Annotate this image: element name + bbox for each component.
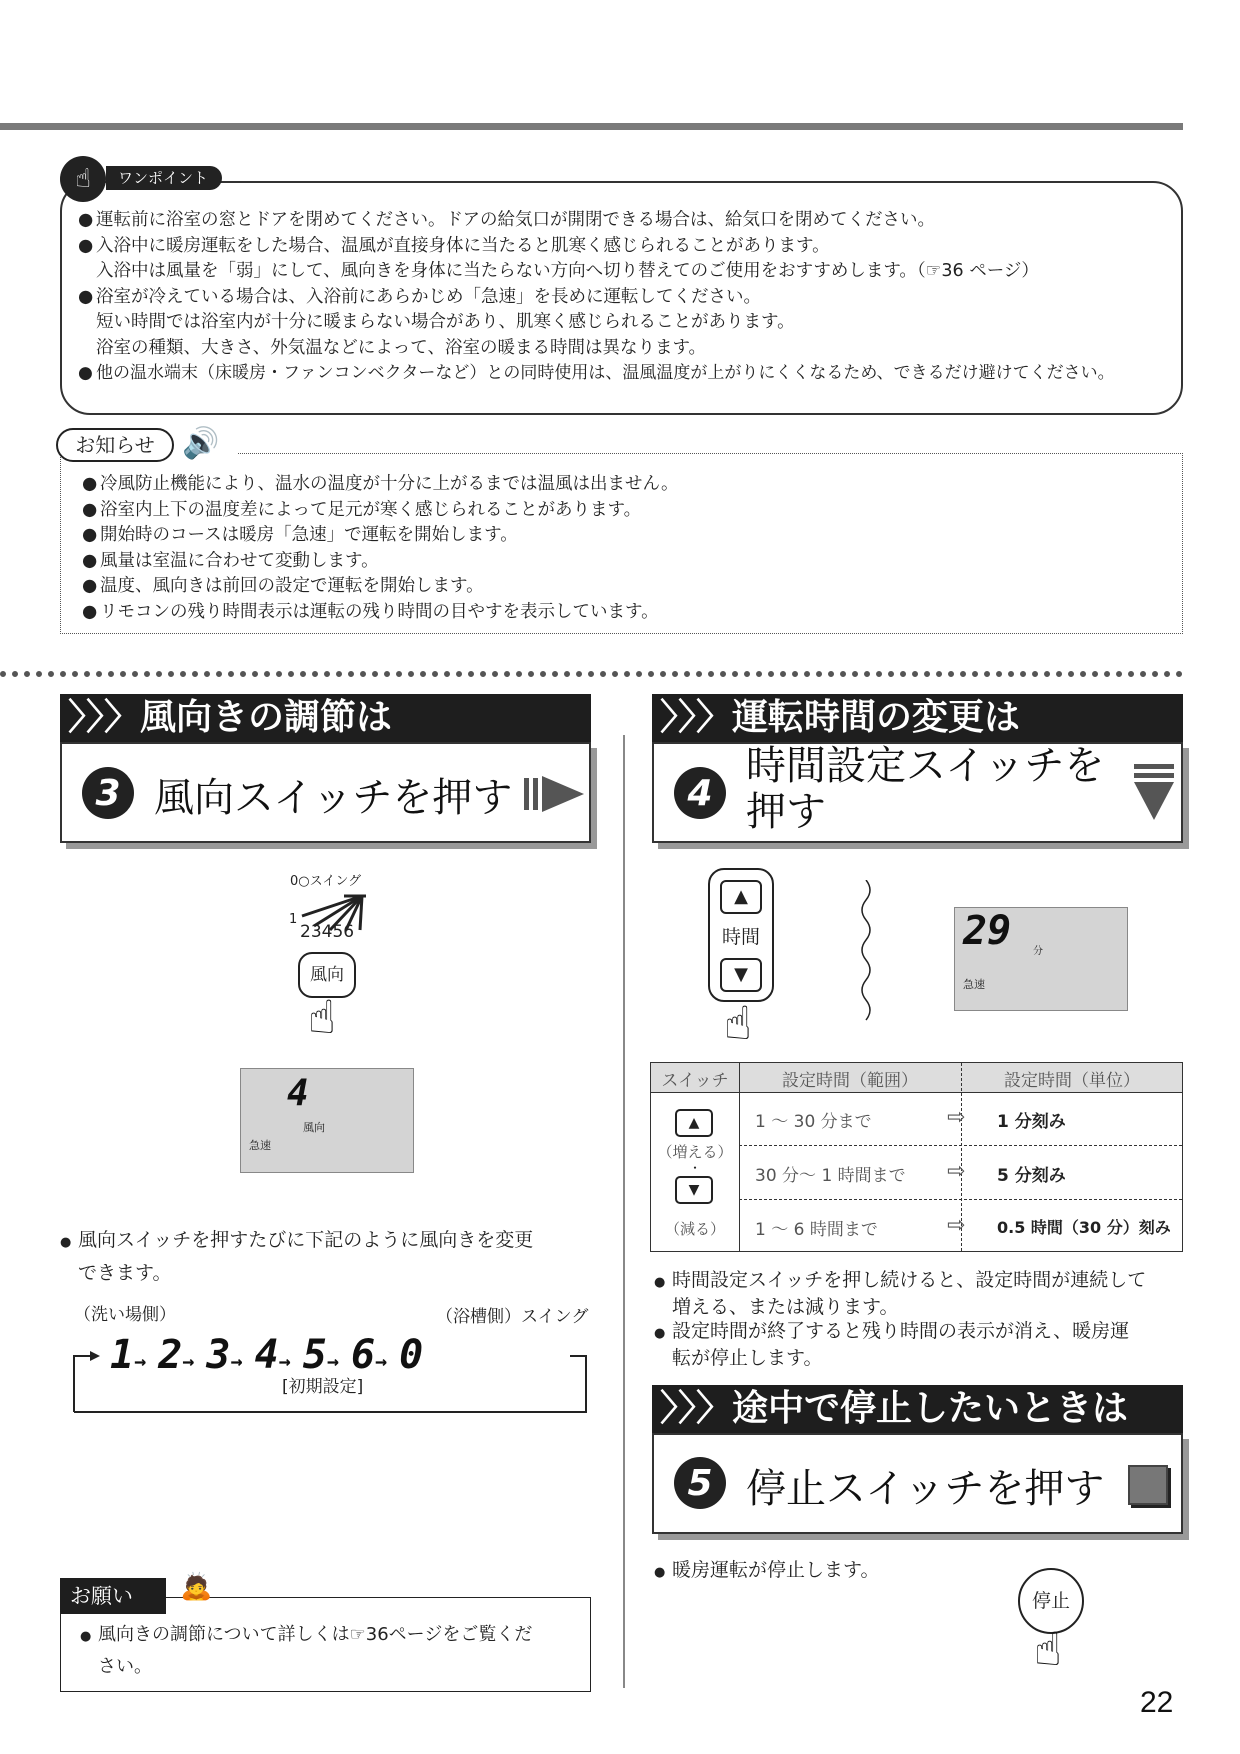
step-text: 風向スイッチを押す: [154, 775, 513, 821]
table-header-cell: 設定時間（単位）: [1004, 1071, 1140, 1091]
arrow-right-icon: →: [375, 1349, 400, 1373]
hand-press-icon: ☝: [308, 990, 337, 1044]
table-cell: 1 ～ 6 時間まで: [755, 1220, 878, 1240]
step-text-line1: 時間設定スイッチを: [746, 743, 1105, 789]
stop-square-icon: [1128, 1465, 1168, 1505]
column-divider: [623, 735, 625, 1688]
angle-label-1: 1: [289, 912, 298, 927]
wash-side-label: （洗い場側）: [74, 1305, 176, 1325]
wind-direction-button[interactable]: 風向: [298, 952, 356, 998]
table-header-cell: 設定時間（範囲）: [782, 1071, 918, 1091]
table-cell: 1 ～ 30 分まで: [755, 1112, 872, 1132]
wind-section-header: 〉〉〉風向きの調節は: [60, 694, 591, 742]
seq-step: 6: [350, 1332, 376, 1378]
timer-lcd-display: [954, 907, 1128, 1011]
list-item: ● 運転前に浴室の窓とドアを閉めてください。ドアの給気口が開閉できる場合は、給気口を閉めてください。: [78, 210, 935, 230]
arrow-right-icon: →: [278, 1349, 303, 1373]
hand-press-icon: ☝: [724, 996, 753, 1050]
notice-label: お知らせ: [56, 428, 174, 462]
stop-button[interactable]: 停止: [1018, 1568, 1084, 1634]
table-col-line: [739, 1063, 740, 1251]
seq-step: 4: [254, 1332, 279, 1378]
table-cell: 1 分刻み: [997, 1112, 1066, 1132]
list-item: ● リモコンの残り時間表示は運転の残り時間の目やすを表示しています。: [82, 601, 659, 622]
down-button-icon: ▼: [675, 1176, 713, 1204]
seq-step: 0: [399, 1332, 424, 1378]
request-label: お願い: [60, 1578, 166, 1614]
stop-step-box: [652, 1433, 1183, 1534]
wavy-break-line: [856, 880, 876, 1030]
arrow-right-icon: ⇨: [947, 1213, 966, 1238]
wind-step-box: [60, 742, 591, 843]
lcd-speed-label: 急速: [249, 1139, 271, 1152]
down-button[interactable]: ▼: [720, 958, 762, 992]
table-header-cell: スイッチ: [661, 1071, 729, 1091]
wind-sequence: [110, 1332, 423, 1378]
lcd-speed-label: 急速: [963, 978, 985, 991]
timer-button-label: 時間: [721, 926, 760, 948]
up-button[interactable]: ▲: [720, 880, 762, 914]
list-item: 入浴中は風量を「弱」にして、風向きを身体に当たらない方向へ切り替えてのご使用をおすすめします。（☞36 ページ）: [96, 261, 1039, 281]
arrow-right-icon: →: [326, 1349, 351, 1373]
step-number: 3: [82, 767, 134, 819]
table-cell: 0.5 時間（30 分）刻み: [997, 1218, 1171, 1237]
list-item: ● 浴室が冷えている場合は、入浴前にあらかじめ「急速」を長めに運転してください。: [78, 286, 761, 307]
list-item: ● 浴室内上下の温度差によって足元が寒く感じられることがあります。: [82, 499, 642, 520]
timer-notes: ● 時間設定スイッチを押し続けると、設定時間が連続して 増える、または減ります。 ● 設定時間が終了すると残り時間の表示が消え、暖房運 転が停止します。: [654, 1269, 1147, 1369]
table-cell: 5 分刻み: [997, 1166, 1066, 1186]
table-cell: 30 分～ 1 時間まで: [755, 1166, 906, 1186]
timer-step-box: [652, 742, 1183, 843]
tub-side-label: （浴槽側）スイング: [436, 1307, 589, 1327]
list-item: 短い時間では浴室内が十分に暖まらない場合があり、肌寒く感じられることがあります。: [96, 312, 795, 332]
onepoint-list: [78, 208, 1178, 387]
arrow-right-icon: ⇨: [947, 1159, 966, 1184]
timer-section-header: 〉〉〉運転時間の変更は: [652, 694, 1183, 742]
seq-step: 2: [158, 1332, 183, 1378]
arrow-right-icon: →: [230, 1349, 255, 1373]
dotted-separator: [0, 671, 1183, 677]
seq-step: 1: [110, 1332, 135, 1378]
notice-list: [82, 472, 1172, 625]
initial-setting-label: [初期設定]: [282, 1377, 364, 1397]
list-item: ● 入浴中に暖房運転をした場合、温風が直接身体に当たると肌寒く感じられることがあります。: [78, 235, 830, 256]
request-top-line: [180, 1597, 591, 1598]
list-item: ● 開始時のコースは暖房「急速」で運転を開始します。: [82, 525, 518, 545]
step-text-line2: 押す: [746, 789, 826, 835]
arrow-right-icon: →: [182, 1349, 207, 1373]
stop-note: ● 暖房運転が停止します。: [654, 1559, 880, 1581]
lcd-digit: 4: [287, 1073, 309, 1114]
pointing-hand-icon: ☝: [60, 156, 106, 202]
next-arrow-icon: [524, 772, 586, 816]
lcd-wind-label: 風向: [303, 1121, 325, 1134]
request-text: ● 風向きの調節について詳しくは☞36ページをご覧くだ さい。: [80, 1624, 533, 1677]
swing-label: 0○スイング: [290, 874, 362, 889]
person-icon: 🙇: [180, 1572, 213, 1602]
angle-labels: 23456: [300, 922, 355, 942]
seq-step: 3: [206, 1332, 231, 1378]
table-row-line: [739, 1199, 1182, 1200]
decrease-label: （減る）: [664, 1220, 725, 1238]
lcd-unit: 分: [1033, 946, 1043, 957]
list-item: ● 冷風防止機能により、温水の温度が十分に上がるまでは温風は出ません。: [82, 474, 679, 494]
table-row-line: [739, 1145, 1182, 1146]
list-item: ● 他の温水端末（床暖房・ファンコンベクターなど）との同時使用は、温風温度が上がりにくくなるため、できるだけ避けてください。: [78, 363, 1115, 383]
list-item: ● 温度、風向きは前回の設定で運転を開始します。: [82, 576, 484, 596]
wind-lcd-display: [240, 1068, 414, 1173]
time-table: [650, 1062, 1183, 1252]
up-button-icon: ▲: [675, 1109, 713, 1137]
lcd-digits: 29: [963, 908, 1012, 954]
wind-description: ● 風向スイッチを押すたびに下記のように風向きを変更 できます。: [60, 1229, 534, 1284]
hand-press-icon: ☝: [1034, 1622, 1063, 1676]
seq-step: 5: [302, 1332, 327, 1378]
stop-section-header: 〉〉〉途中で停止したいときは: [652, 1385, 1183, 1433]
step-text: 停止スイッチを押す: [746, 1466, 1105, 1512]
timer-switch: [708, 868, 774, 1002]
increase-label: （増える）: [657, 1143, 733, 1161]
arrow-right-icon: ⇨: [947, 1105, 966, 1130]
onepoint-title: ワンポイント: [106, 166, 222, 190]
top-rule: [0, 123, 1183, 130]
step-number: 4: [674, 767, 726, 819]
speaker-icon: 🔊: [182, 426, 220, 461]
down-arrow-icon: [1132, 764, 1176, 820]
page-number: 22: [1140, 1686, 1174, 1719]
list-item: 浴室の種類、大きさ、外気温などによって、浴室の暖まる時間は異なります。: [96, 337, 707, 358]
separator-dot: ・: [688, 1161, 701, 1175]
step-number: 5: [674, 1457, 726, 1509]
arrow-right-icon: →: [134, 1349, 159, 1373]
list-item: ● 風量は室温に合わせて変動します。: [82, 550, 379, 571]
